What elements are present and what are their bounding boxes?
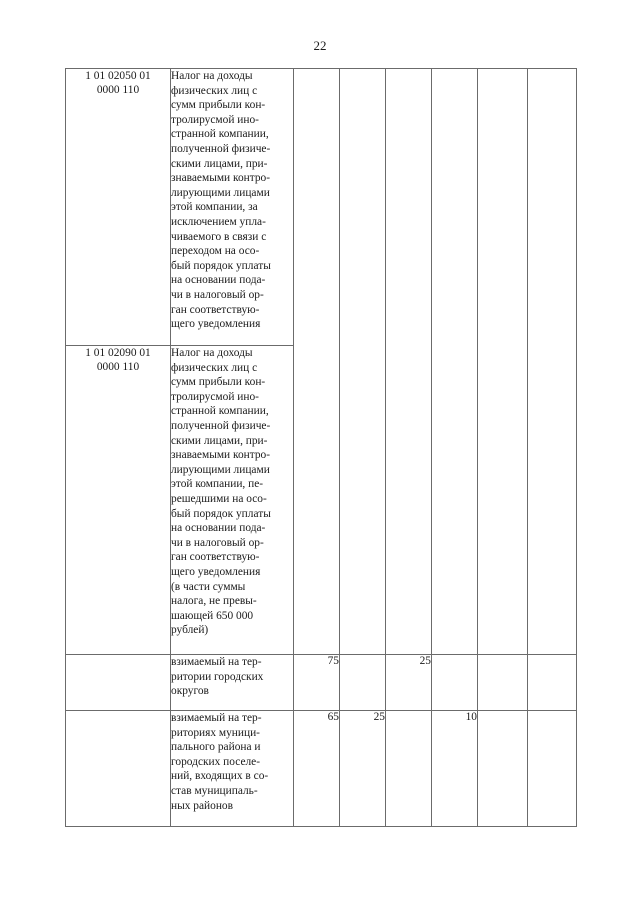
desc-line: Налог на доходы xyxy=(171,347,253,359)
desc-line: ган соответствую- xyxy=(171,303,260,316)
description-cell xyxy=(171,655,294,711)
empty-value-cell xyxy=(432,69,478,655)
desc-line: переходом на осо- xyxy=(171,245,260,258)
desc-line: странной компании, xyxy=(171,128,269,141)
value-cell xyxy=(478,711,528,827)
empty-code-cell xyxy=(66,655,171,711)
desc-line: чи в налоговый ор- xyxy=(171,288,264,301)
desc-line: физических лиц с xyxy=(171,361,258,374)
page-number: 22 xyxy=(313,38,327,53)
value-cell: 75 xyxy=(294,655,340,711)
value-cell xyxy=(528,711,577,827)
value-cell xyxy=(478,655,528,711)
empty-value-cell xyxy=(294,69,340,655)
description-cell xyxy=(171,711,294,827)
desc-line: бый порядок уплаты xyxy=(171,259,271,272)
desc-line: решедшими на осо- xyxy=(171,492,267,505)
desc-line: бый порядок уплаты xyxy=(171,507,271,520)
desc-line: полученной физиче- xyxy=(171,142,271,155)
empty-value-cell xyxy=(528,69,577,655)
description-cell xyxy=(171,346,294,655)
desc-line: чиваемого в связи с xyxy=(171,230,267,243)
value-cell xyxy=(386,711,432,827)
desc-line: щего уведомления xyxy=(171,565,261,578)
code-line: 1 01 02050 01 xyxy=(85,70,151,82)
desc-line: на основании пода- xyxy=(171,274,266,287)
desc-line: шающей 650 000 xyxy=(171,609,254,622)
code-line: 1 01 02090 01 xyxy=(85,347,151,359)
table-row xyxy=(66,711,577,827)
desc-line: этой компании, пе- xyxy=(171,478,264,491)
desc-line: ных районов xyxy=(171,799,234,812)
desc-line: ний, входящих в со- xyxy=(171,770,269,783)
desc-line: лирующими лицами xyxy=(171,186,270,199)
desc-line: исключением упла- xyxy=(171,215,266,228)
budget-code-cell xyxy=(66,69,171,346)
desc-line: риториях муници- xyxy=(171,726,260,739)
code-line: 0000 110 xyxy=(96,361,140,374)
desc-line: знаваемыми контро- xyxy=(171,172,271,185)
desc-line: ган соответствую- xyxy=(171,551,260,564)
desc-line: городских поселе- xyxy=(171,755,261,768)
empty-value-cell xyxy=(386,69,432,655)
desc-line: взимаемый на тер- xyxy=(171,656,262,668)
desc-line: сумм прибыли кон- xyxy=(171,376,266,389)
desc-line: физических лиц с xyxy=(171,84,258,97)
desc-line: полученной физиче- xyxy=(171,419,271,432)
value-cell xyxy=(432,655,478,711)
table-row xyxy=(66,655,577,711)
desc-line: налога, не превы- xyxy=(171,595,257,608)
desc-line: Налог на доходы xyxy=(171,70,253,82)
desc-line: рублей) xyxy=(171,624,209,637)
value-cell xyxy=(340,655,386,711)
desc-line: скими лицами, при- xyxy=(171,157,268,170)
value-cell xyxy=(528,655,577,711)
empty-value-cell xyxy=(478,69,528,655)
desc-line: округов xyxy=(171,685,209,698)
desc-line: знаваемыми контро- xyxy=(171,449,271,462)
empty-value-cell xyxy=(340,69,386,655)
value-cell: 25 xyxy=(340,711,386,827)
desc-line: лирующими лицами xyxy=(171,463,270,476)
desc-line: тролирусмой ино- xyxy=(171,113,259,126)
desc-line: (в части суммы xyxy=(171,580,246,593)
value-cell: 65 xyxy=(294,711,340,827)
desc-line: странной компании, xyxy=(171,405,269,418)
desc-line: на основании пода- xyxy=(171,522,266,535)
value-cell: 10 xyxy=(432,711,478,827)
desc-line: этой компании, за xyxy=(171,201,258,214)
desc-line: чи в налоговый ор- xyxy=(171,536,264,549)
desc-line: ритории городских xyxy=(171,670,264,683)
desc-line: взимаемый на тер- xyxy=(171,712,262,724)
code-line: 0000 110 xyxy=(96,84,140,97)
desc-line: тролирусмой ино- xyxy=(171,390,259,403)
desc-line: сумм прибыли кон- xyxy=(171,99,266,112)
revenue-distribution-table xyxy=(65,68,577,827)
budget-code-cell xyxy=(66,346,171,655)
empty-code-cell xyxy=(66,711,171,827)
description-cell xyxy=(171,69,294,346)
desc-line: щего уведомления xyxy=(171,318,261,331)
table-row xyxy=(66,69,577,346)
desc-line: пального района и xyxy=(171,741,261,754)
desc-line: став муниципаль- xyxy=(171,784,258,797)
value-cell: 25 xyxy=(386,655,432,711)
desc-line: скими лицами, при- xyxy=(171,434,268,447)
